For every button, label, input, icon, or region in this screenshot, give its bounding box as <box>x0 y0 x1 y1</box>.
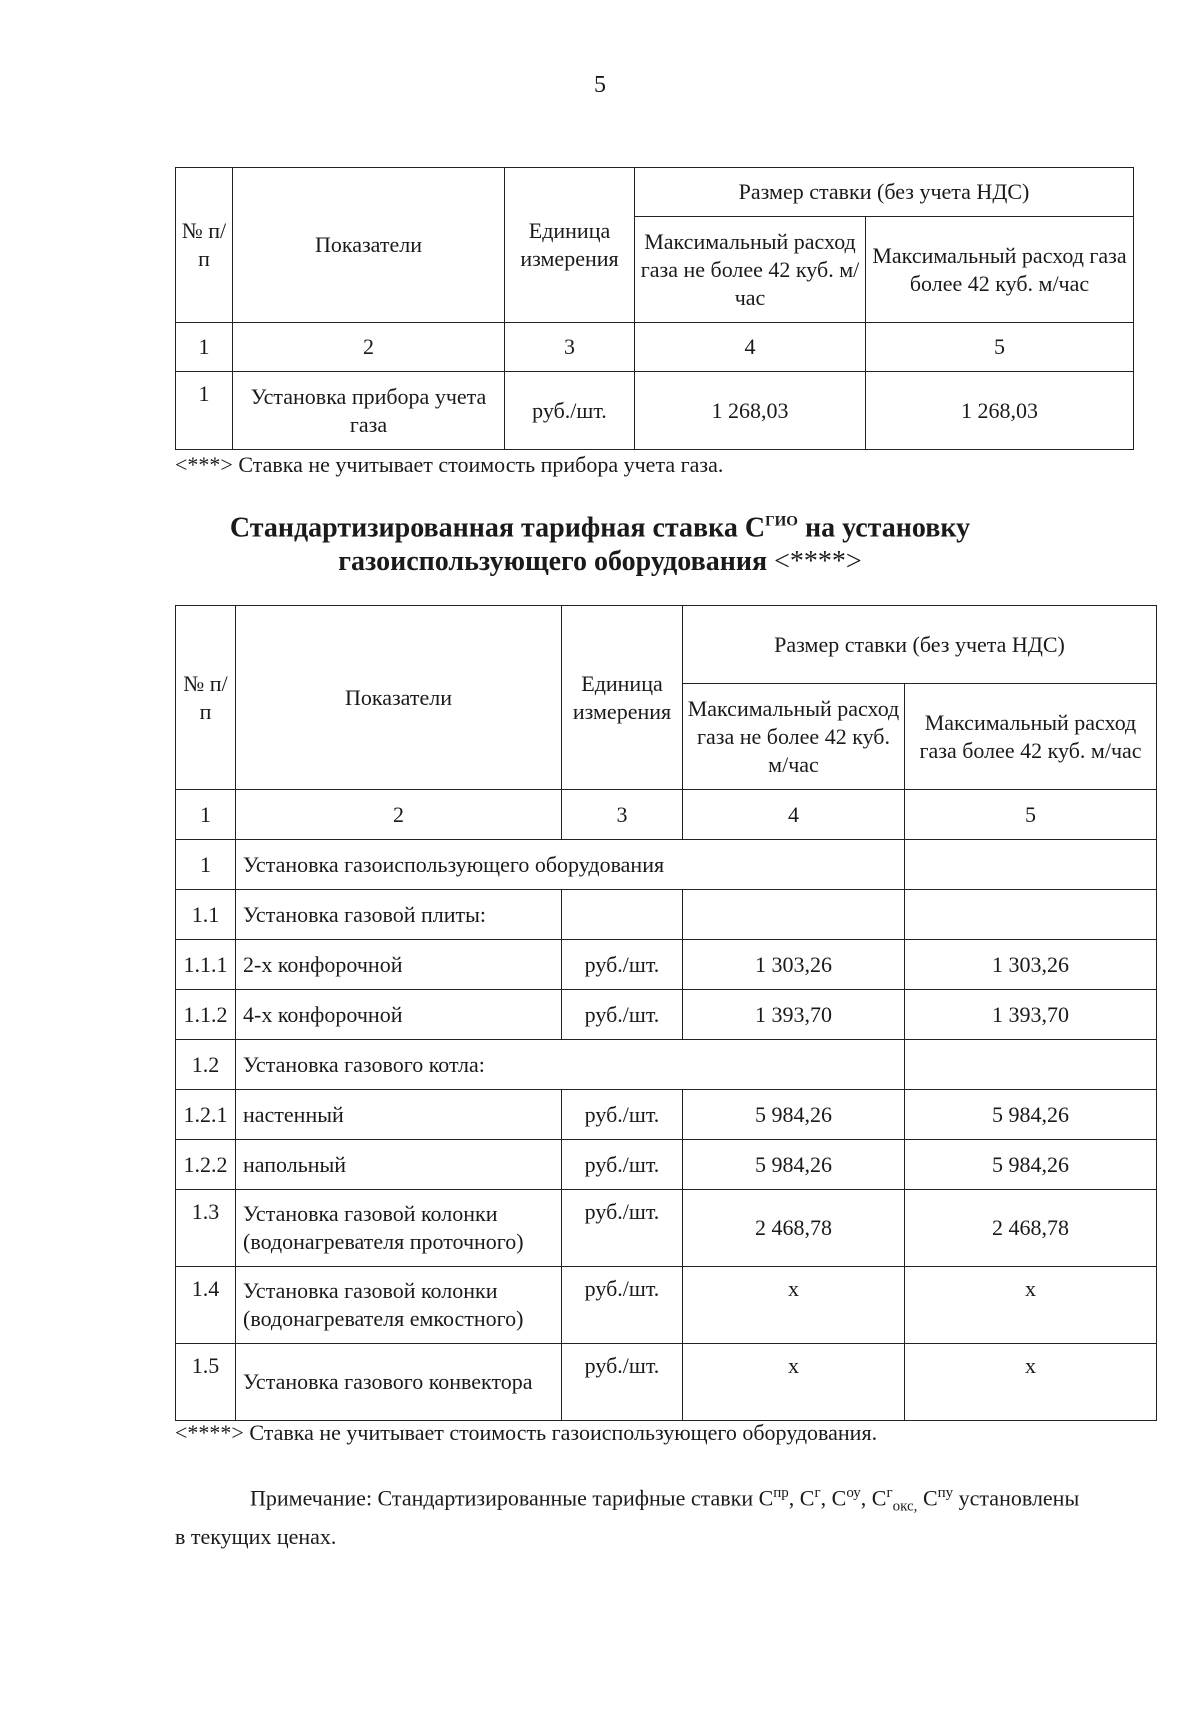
row-name: Установка газового конвектора <box>236 1344 562 1421</box>
row-value-le: 5 984,26 <box>683 1090 905 1140</box>
row-value-le: x <box>683 1267 905 1344</box>
header-rate: Размер ставки (без учета НДС) <box>683 606 1157 684</box>
header-num: № п/п <box>176 606 236 790</box>
row-value-gt: 5 984,26 <box>905 1140 1157 1190</box>
index-cell: 4 <box>683 790 905 840</box>
table-row <box>176 1140 1157 1190</box>
section-title <box>0 505 1200 579</box>
index-cell: 2 <box>233 323 505 372</box>
row-unit: руб./шт. <box>562 1140 683 1190</box>
row-name: Установка газовой плиты: <box>236 890 562 940</box>
row-name: настенный <box>236 1090 562 1140</box>
note-paragraph <box>175 1478 1160 1552</box>
row-num: 1.2 <box>176 1040 236 1090</box>
note-sup-ou: оу <box>846 1485 861 1501</box>
row-num: 1 <box>176 840 236 890</box>
title-line2: газоиспользующего оборудования <box>338 546 768 578</box>
title-mark: <****> <box>767 546 862 578</box>
note-sep: , С <box>788 1485 815 1511</box>
title-line1-pre: Стандартизированная тарифная ставка С <box>229 512 766 544</box>
row-value-gt: 2 468,78 <box>905 1190 1157 1267</box>
row-num: 1.2.1 <box>176 1090 236 1140</box>
index-cell: 5 <box>905 790 1157 840</box>
row-value-gt: 1 303,26 <box>905 940 1157 990</box>
note-prefix: Примечание: Стандартизированные тарифные ставки С <box>250 1485 774 1511</box>
table-row <box>176 890 1157 940</box>
row-value-gt: x <box>905 1344 1157 1421</box>
header-unit: Единица измерения <box>562 606 683 790</box>
row-num: 1.4 <box>176 1267 236 1344</box>
header-indicator: Показатели <box>236 606 562 790</box>
row-name: Установка газового котла: <box>236 1040 905 1090</box>
title-superscript: ГИО <box>765 514 798 530</box>
row-name: 2-х конфорочной <box>236 940 562 990</box>
table-row <box>176 1090 1157 1140</box>
index-cell: 1 <box>176 323 233 372</box>
row-num: 1.1 <box>176 890 236 940</box>
table-row <box>176 372 1134 450</box>
row-num: 1.1.2 <box>176 990 236 1040</box>
header-max-le: Максимальный расход газа не более 42 куб. м/час <box>635 217 866 323</box>
header-max-le: Максимальный расход газа не более 42 куб. м/час <box>683 684 905 790</box>
index-row <box>176 790 1157 840</box>
note-sep: , С <box>820 1485 847 1511</box>
title-line1-post: на установку <box>797 512 971 544</box>
footnote-1: <***> Ставка не учитывает стоимость прибора учета газа. <box>175 452 724 477</box>
row-num: 1 <box>176 372 233 450</box>
row-name: напольный <box>236 1140 562 1190</box>
index-cell: 2 <box>236 790 562 840</box>
row-name: 4-х конфорочной <box>236 990 562 1040</box>
header-unit: Единица измерения <box>505 168 635 323</box>
row-value-le: 1 268,03 <box>635 372 866 450</box>
row-value-gt: 1 393,70 <box>905 990 1157 1040</box>
row-unit: руб./шт. <box>562 1090 683 1140</box>
table-row <box>176 990 1157 1040</box>
table-row <box>176 940 1157 990</box>
table-row <box>176 840 1157 890</box>
index-cell: 4 <box>635 323 866 372</box>
header-num: № п/п <box>176 168 233 323</box>
footnote-2: <****> Ставка не учитывает стоимость газоиспользующего оборудования. <box>175 1420 878 1445</box>
row-num: 1.3 <box>176 1190 236 1267</box>
note-sep: , С <box>860 1485 887 1511</box>
note-sup-g: г <box>814 1485 821 1501</box>
row-value-gt: x <box>905 1267 1157 1344</box>
index-cell: 5 <box>866 323 1134 372</box>
row-value-gt: 5 984,26 <box>905 1090 1157 1140</box>
row-value-gt: 1 268,03 <box>866 372 1134 450</box>
row-empty <box>905 1040 1157 1090</box>
index-cell: 3 <box>562 790 683 840</box>
meter-installation-table <box>175 167 1134 450</box>
note-sub-oks: окс, <box>892 1498 918 1515</box>
header-max-gt: Максимальный расход газа более 42 куб. м/час <box>905 684 1157 790</box>
note-sup-g2: г <box>886 1485 893 1501</box>
row-empty <box>905 840 1157 890</box>
note-sup-pu: пу <box>937 1485 954 1501</box>
row-empty <box>683 890 905 940</box>
row-unit: руб./шт. <box>562 940 683 990</box>
header-max-gt: Максимальный расход газа более 42 куб. м/час <box>866 217 1134 323</box>
header-indicator: Показатели <box>233 168 505 323</box>
equipment-installation-table <box>175 605 1157 1421</box>
row-name: Установка газовой колонки (водонагревателя проточного) <box>236 1190 562 1267</box>
row-unit: руб./шт. <box>562 1190 683 1267</box>
index-cell: 3 <box>505 323 635 372</box>
note-line2: в текущих ценах. <box>175 1523 337 1549</box>
note-sep: С <box>917 1485 938 1511</box>
page-number: 5 <box>594 72 606 98</box>
row-value-le: 1 393,70 <box>683 990 905 1040</box>
row-unit: руб./шт. <box>562 1267 683 1344</box>
row-num: 1.5 <box>176 1344 236 1421</box>
row-empty <box>562 890 683 940</box>
note-suffix: установлены <box>953 1485 1080 1511</box>
row-name: Установка прибора учета газа <box>233 372 505 450</box>
row-value-le: x <box>683 1344 905 1421</box>
row-num: 1.2.2 <box>176 1140 236 1190</box>
row-unit: руб./шт. <box>505 372 635 450</box>
row-value-le: 2 468,78 <box>683 1190 905 1267</box>
row-empty <box>905 890 1157 940</box>
table-row <box>176 1040 1157 1090</box>
table-row <box>176 1267 1157 1344</box>
row-value-le: 1 303,26 <box>683 940 905 990</box>
row-name: Установка газовой колонки (водонагревателя емкостного) <box>236 1267 562 1344</box>
index-cell: 1 <box>176 790 236 840</box>
row-name: Установка газоиспользующего оборудования <box>236 840 905 890</box>
table-row <box>176 1190 1157 1267</box>
row-value-le: 5 984,26 <box>683 1140 905 1190</box>
row-unit: руб./шт. <box>562 990 683 1040</box>
row-unit: руб./шт. <box>562 1344 683 1421</box>
header-rate: Размер ставки (без учета НДС) <box>635 168 1134 217</box>
index-row <box>176 323 1134 372</box>
table-row <box>176 1344 1157 1421</box>
row-num: 1.1.1 <box>176 940 236 990</box>
note-sup-pr: пр <box>773 1485 789 1501</box>
